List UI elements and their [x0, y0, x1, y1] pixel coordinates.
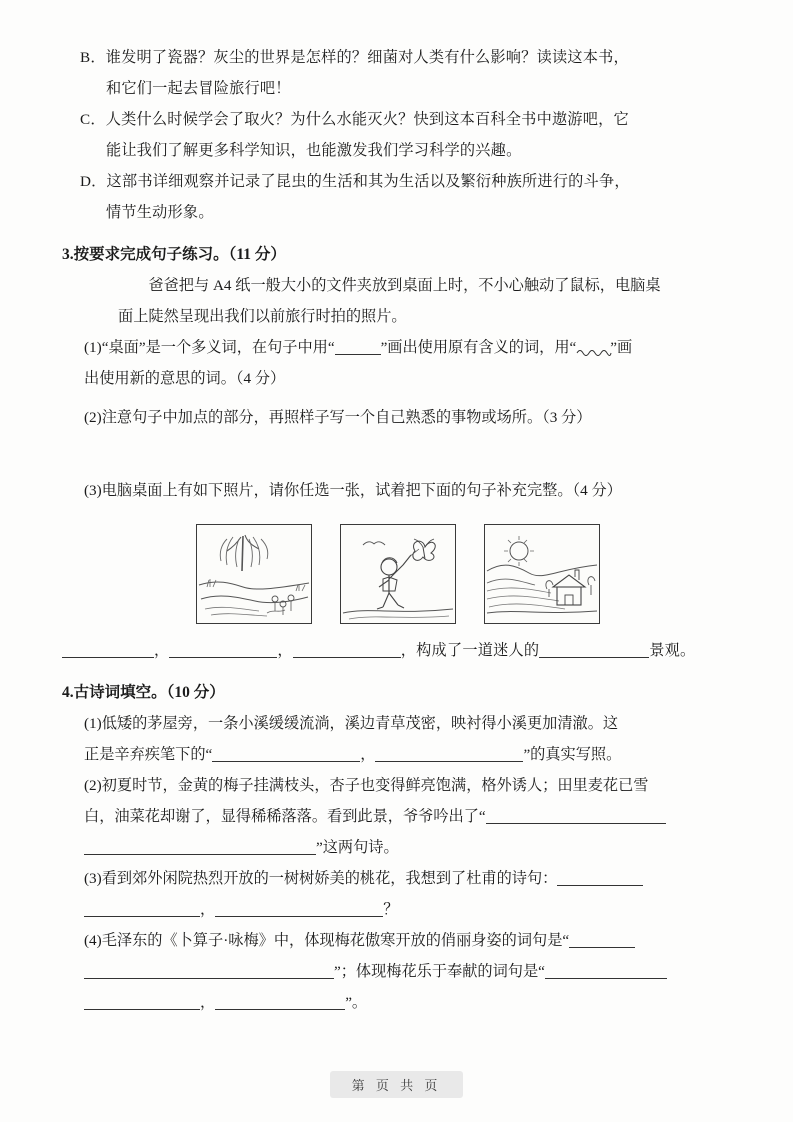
village-sunset-illustration — [485, 525, 599, 623]
question-3-item-2: (2)注意句子中加点的部分，再照样子写一个自己熟悉的事物或场所。（3 分） — [84, 409, 592, 426]
poem-blank-11 — [84, 994, 200, 1010]
item3-line2 — [84, 894, 734, 925]
poem-blank-9 — [84, 963, 334, 979]
picture-village-sunset — [484, 524, 600, 624]
poem-blank-2 — [375, 746, 523, 762]
fill-sep-2: ， — [277, 642, 293, 659]
poem-blank-4 — [84, 839, 316, 855]
item2-line3-a: ”这两句诗。 — [316, 839, 399, 856]
item1-text-b: ”画出使用原有含义的词，用“ — [380, 339, 577, 356]
item1-line2 — [84, 739, 734, 770]
poem-blank-10 — [545, 963, 667, 979]
fill-text-4: 景观。 — [649, 642, 696, 659]
question-4-item-3 — [84, 863, 734, 925]
choice-c-line2: 能让我们了解更多科学知识，也能激发我们学习科学的兴趣。 — [106, 142, 522, 159]
item3-line1-a: (3)看到郊外闲院热烈开放的一树树娇美的桃花，我想到了杜甫的诗句： — [84, 870, 558, 887]
question-4-item-2 — [84, 770, 734, 863]
poem-blank-1 — [212, 746, 360, 762]
poem-blank-5 — [557, 870, 643, 886]
page-footer — [0, 1071, 793, 1098]
question-3-fill-line — [62, 634, 734, 668]
item4-line3 — [84, 987, 734, 1018]
item2-line1: (2)初夏时节，金黄的梅子挂满枝头，杏子也变得鲜亮饱满，格外诱人；田里麦花已雪 — [84, 777, 649, 794]
item3-line2-b: ？ — [383, 901, 399, 918]
question-3-heading — [62, 240, 734, 270]
question-3-title: 按要求完成句子练习。（11 分） — [73, 246, 286, 263]
page-number-label: 第 页 共 页 — [330, 1071, 464, 1098]
poem-blank-6 — [84, 901, 200, 917]
question-4-title: 古诗词填空。（10 分） — [73, 684, 225, 701]
poem-blank-8 — [569, 932, 635, 948]
page-content — [62, 42, 734, 1018]
choice-c-line1: C．人类什么时候学会了取火？为什么水能灭火？快到这本百科全书中遨游吧，它 — [80, 111, 629, 128]
item4-line1-a: (4)毛泽东的《卜算子·咏梅》中，体现梅花傲寒开放的俏丽身姿的词句是“ — [84, 932, 570, 949]
question-4-item-1 — [84, 708, 734, 770]
fill-blank-2 — [169, 642, 277, 658]
item4-line3-b: ”。 — [345, 994, 368, 1011]
fill-sep-1: ， — [154, 642, 170, 659]
item1-text-d: 出使用新的意思的词。（4 分） — [84, 370, 286, 387]
item3-line2-a: ， — [200, 901, 216, 918]
straight-underline-blank — [335, 339, 381, 355]
question-3-item-3: (3)电脑桌面上有如下照片，请你任选一张，试着把下面的句子补充完整。（4 分） — [84, 482, 622, 499]
item4-line3-a: ， — [200, 994, 216, 1011]
item4-line2 — [84, 956, 734, 987]
choice-b-line1: B．谁发明了瓷器？灰尘的世界是怎样的？细菌对人类有什么影响？读读这本书， — [80, 49, 629, 66]
fill-blank-3 — [293, 642, 401, 658]
picture-child-butterfly — [340, 524, 456, 624]
item2-line2 — [84, 801, 734, 832]
answer-space-item-2 — [62, 433, 734, 467]
item4-line2-a: ”；体现梅花乐于奉献的词句是“ — [334, 963, 545, 980]
picture-row — [62, 524, 734, 624]
item1-text-c: ”画 — [610, 339, 633, 356]
choice-block — [62, 42, 734, 228]
question-4-heading — [62, 678, 734, 708]
question-3-quote — [118, 270, 730, 332]
question-4-number: 4. — [62, 684, 74, 701]
poem-blank-7 — [215, 901, 383, 917]
poem-blank-12 — [215, 994, 345, 1010]
item1-text-a: (1)“桌面”是一个多义词，在句子中用“ — [84, 339, 335, 356]
fill-text-3: ，构成了一道迷人的 — [400, 642, 540, 659]
item3-line1 — [84, 863, 734, 894]
choice-b-line2: 和它们一起去冒险旅行吧！ — [106, 80, 291, 97]
item2-line2-a: 白，油菜花却谢了，显得稀稀落落。看到此景，爷爷吟出了“ — [84, 808, 486, 825]
item1-line1: (1)低矮的茅屋旁，一条小溪缓缓流淌，溪边青草茂密，映衬得小溪更加清澈。这 — [84, 715, 619, 732]
willow-pond-illustration — [197, 525, 311, 623]
item1-line2-c: ”的真实写照。 — [523, 746, 622, 763]
poem-blank-3 — [486, 808, 666, 824]
choice-d-line1: D．这部书详细观察并记录了昆虫的生活和其为生活以及繁衍种族所进行的斗争， — [80, 173, 630, 190]
choice-d-line2: 情节生动形象。 — [106, 204, 214, 221]
item1-line2-a: 正是辛弃疾笔下的“ — [84, 746, 213, 763]
question-3-item-1 — [84, 332, 734, 394]
fill-blank-1 — [62, 642, 154, 658]
item1-line2-b: ， — [360, 746, 376, 763]
item4-line1 — [84, 925, 734, 956]
quote-line-2: 面上陡然呈现出我们以前旅行时拍的照片。 — [118, 308, 407, 325]
quote-line-1: 爸爸把与 A4 纸一般大小的文件夹放到桌面上时，不小心触动了鼠标，电脑桌 — [148, 277, 661, 294]
question-3-number: 3. — [62, 246, 74, 263]
item2-line3 — [84, 832, 734, 863]
question-4-item-4 — [84, 925, 734, 1018]
child-chasing-butterfly-illustration — [341, 525, 455, 623]
fill-blank-4 — [539, 642, 649, 658]
picture-willow-pond — [196, 524, 312, 624]
wavy-underline-blank — [576, 342, 610, 354]
